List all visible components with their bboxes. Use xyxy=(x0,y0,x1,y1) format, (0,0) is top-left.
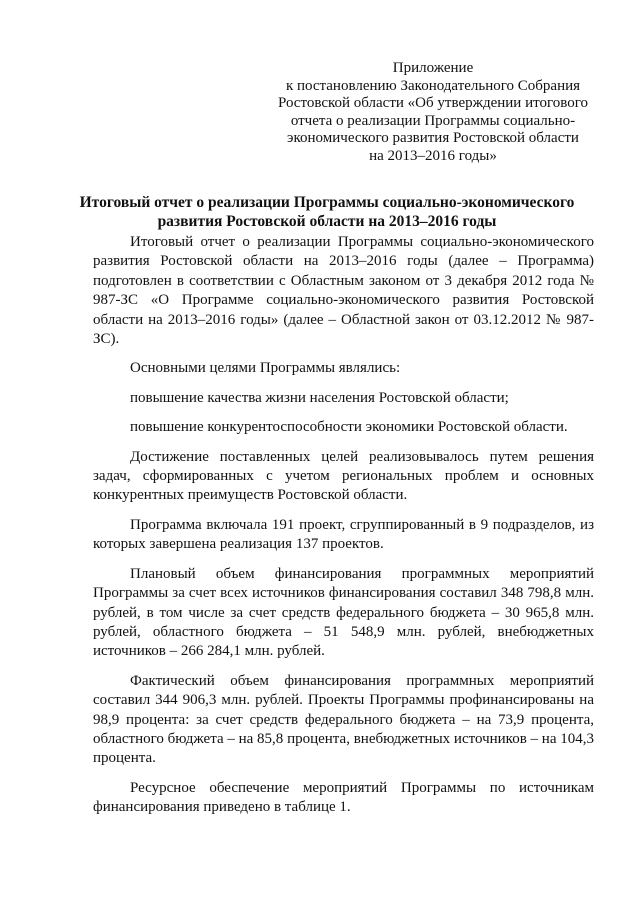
appendix-label: Приложение xyxy=(392,60,474,76)
paragraph-goal-1: повышение качества жизни населения Ростовской области; xyxy=(130,389,509,406)
paragraph-actual-funding: Фактический объем финансирования программных мероприятий составил 344 906,3 млн. рублей. Проекты Программы профинансированы на 98,9 процента: за счет средств федерального бюджета – на 73,9 процента, областного бюджета – на 85,8 процента, внебюджетных источников – на 104,3 процента. xyxy=(93,672,594,767)
appendix-line: на 2013–2016 годы» xyxy=(369,147,497,164)
title-line: развития Ростовской области на 2013–2016 годы xyxy=(157,213,497,230)
paragraph-goal-2: повышение конкурентоспособности экономики Ростовской области. xyxy=(130,419,568,436)
paragraph-resources: Ресурсное обеспечение мероприятий Программы по источникам финансирования приведено в таблице 1. xyxy=(93,779,594,816)
paragraph-tasks: Достижение поставленных целей реализовывалось путем решения задач, сформированных с учетом региональных проблем и основных конкурентных преимуществ Ростовской области. xyxy=(93,448,594,504)
document-body xyxy=(93,233,594,828)
paragraph-goals-heading: Основными целями Программы являлись: xyxy=(130,360,401,377)
appendix-header xyxy=(268,60,598,165)
appendix-line: к постановлению Законодательного Собрания xyxy=(285,77,581,94)
appendix-line: Ростовской области «Об утверждении итогового xyxy=(277,95,589,111)
paragraph-planned-funding: Плановый объем финансирования программных мероприятий Программы за счет всех источников финансирования составил 348 798,8 млн. рублей, в том числе за счет средств федерального бюджета – 30 965,8 млн. рублей, областного бюджета – 51 548,9 млн. рублей, внебюджетных источников – 266 284,1 млн. рублей. xyxy=(93,565,594,660)
paragraph-projects: Программа включала 191 проект, сгруппированный в 9 подразделов, из которых завершена реализация 137 проектов. xyxy=(93,516,594,553)
appendix-line: отчета о реализации Программы социально- xyxy=(290,112,576,129)
document-title xyxy=(60,193,594,231)
appendix-line: экономического развития Ростовской области xyxy=(287,130,579,146)
paragraph-intro: Итоговый отчет о реализации Программы социально-экономического развития Ростовской области на 2013–2016 годы (далее – Программа) подготовлен в соответствии с Областным законом от 3 декабря 2012 года № 987-ЗС «О Программе социально-экономического развития Ростовской области на 2013–2016 годы» (далее – Областной закон от 03.12.2012 № 987-ЗС). xyxy=(93,234,594,348)
title-line: Итоговый отчет о реализации Программы социально-экономического xyxy=(79,194,575,211)
